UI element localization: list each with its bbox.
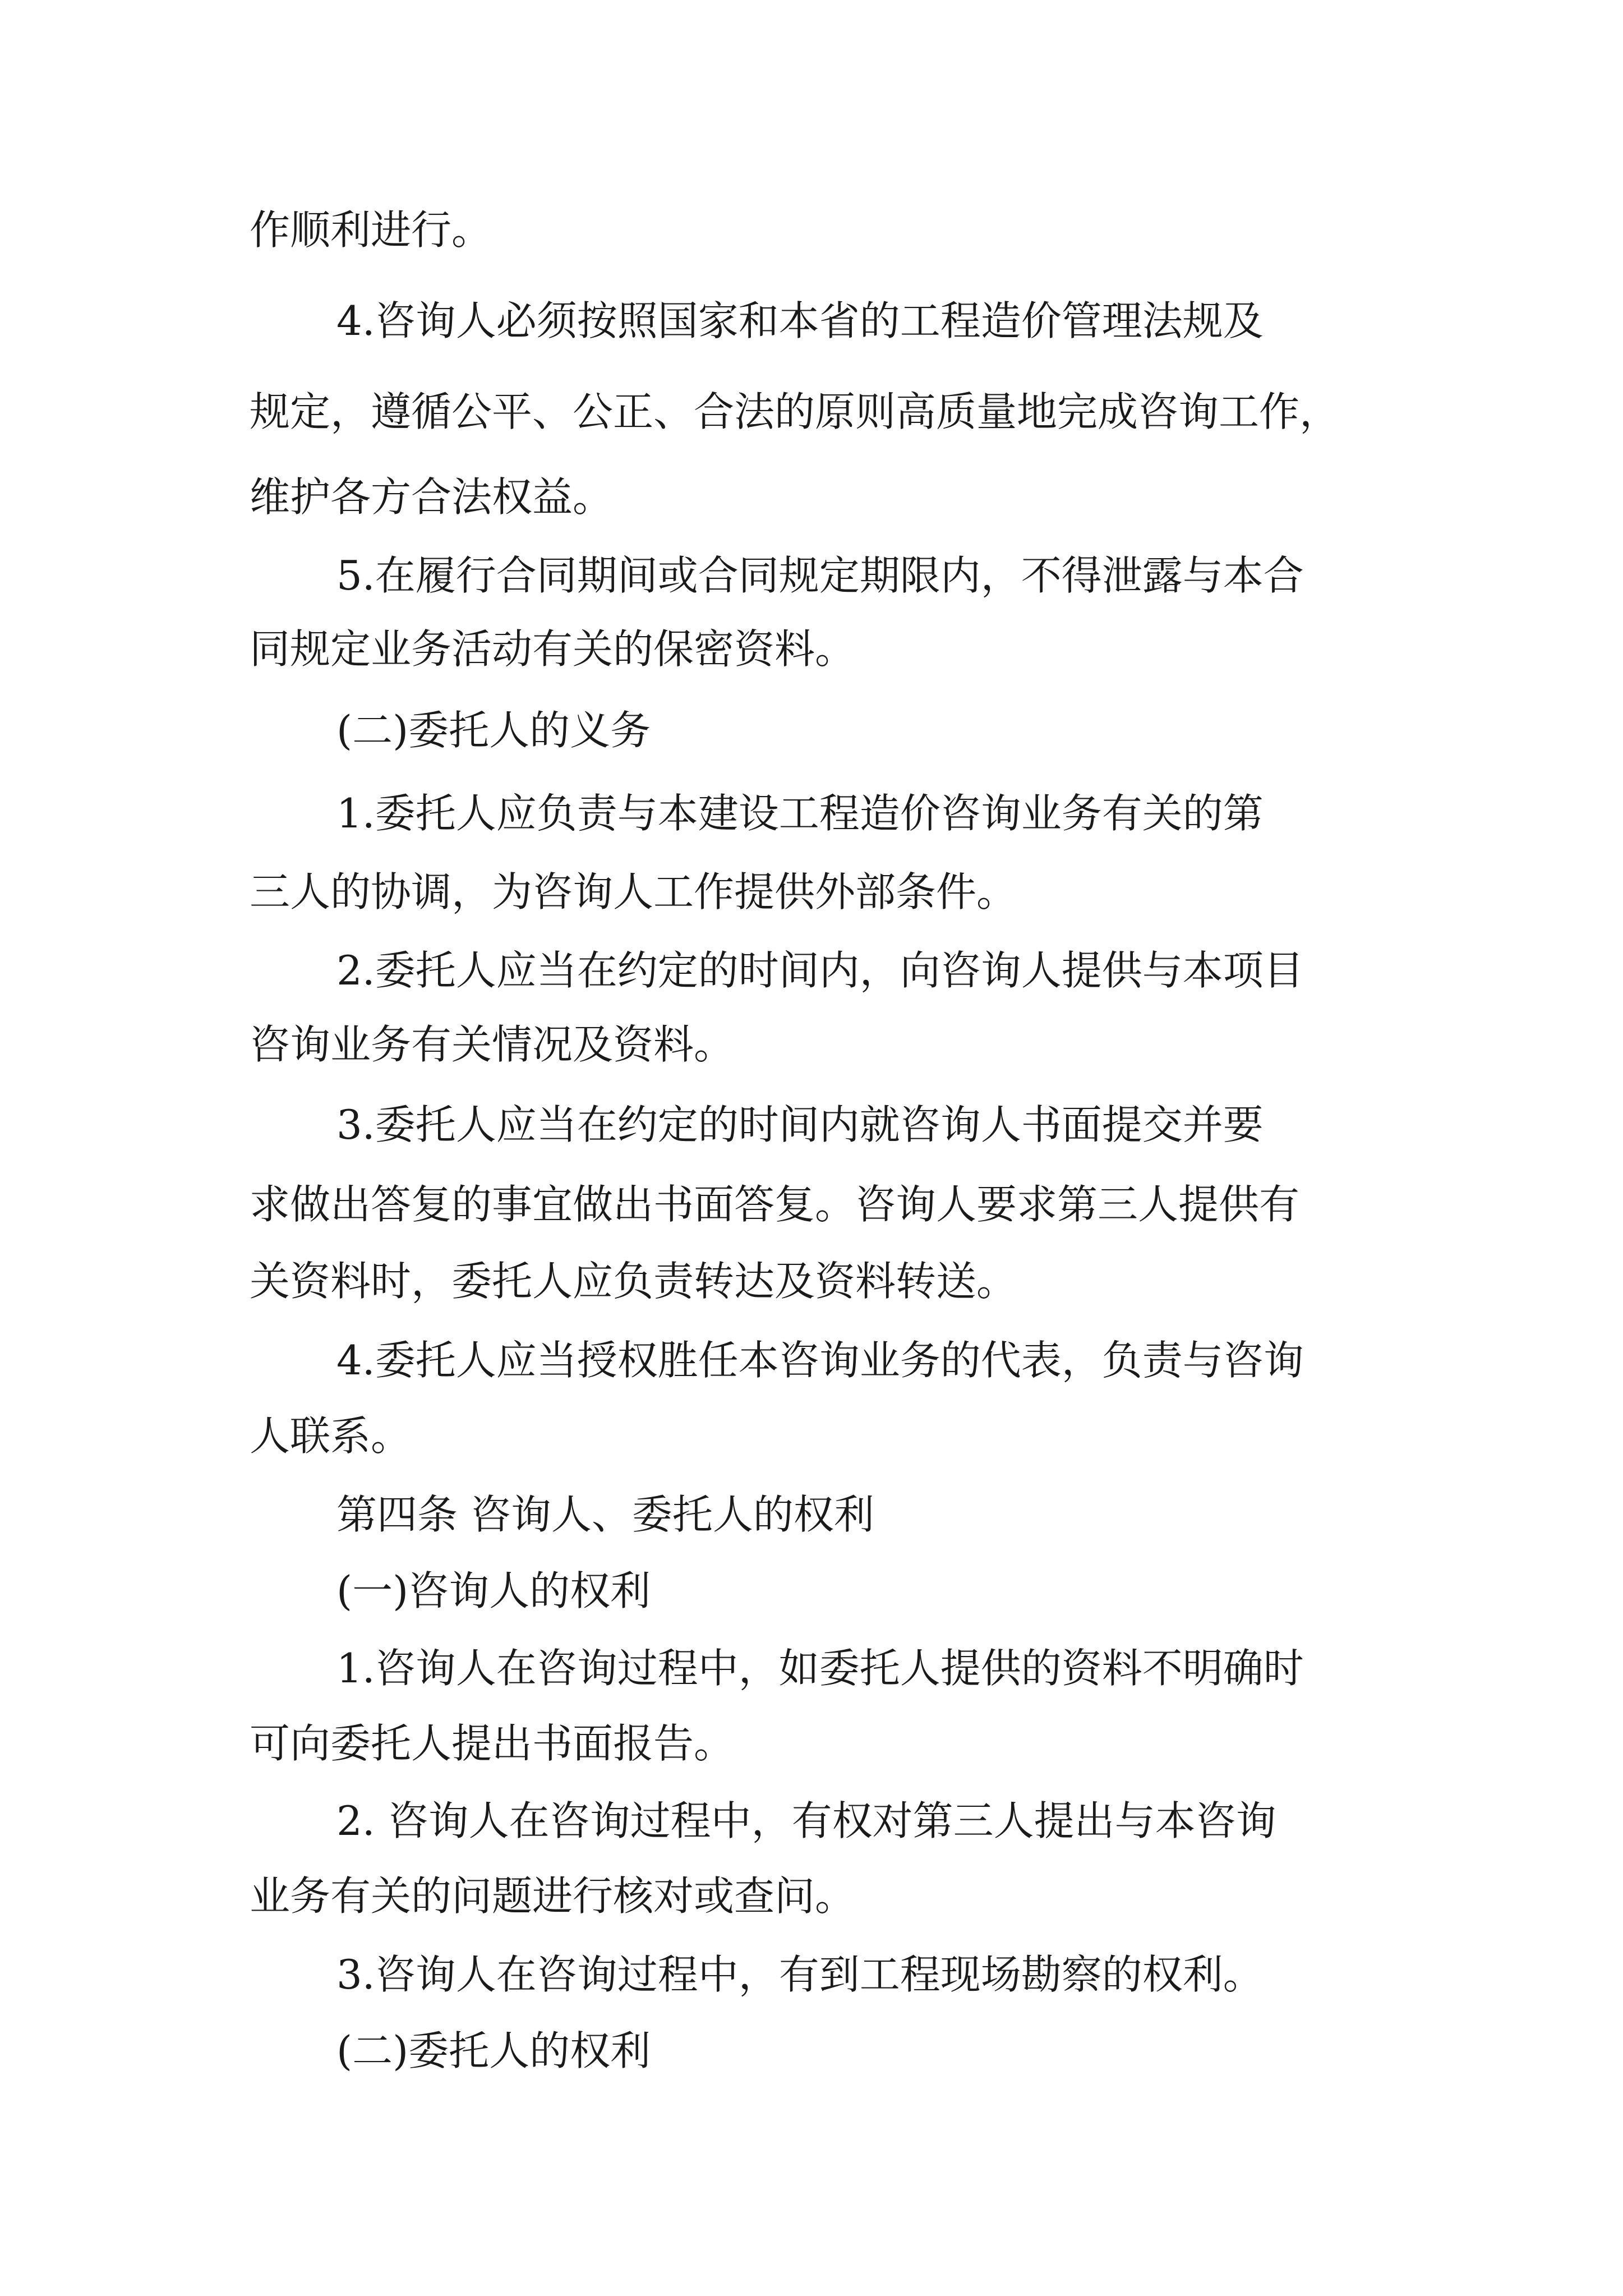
text-line: 4.委托人应当授权胜任本咨询业务的代表，负责与咨询 bbox=[336, 1337, 1304, 1384]
text-line: 三人的协调，为咨询人工作提供外部条件。 bbox=[250, 868, 1017, 915]
text-line: 3.委托人应当在约定的时间内就咨询人书面提交并要 bbox=[336, 1101, 1264, 1148]
text-line: 维护各方合法权益。 bbox=[250, 473, 614, 521]
text-line: 业务有关的问题进行核对或查问。 bbox=[250, 1872, 856, 1920]
text-line: 人联系。 bbox=[250, 1412, 412, 1460]
text-line: 3.咨询人在咨询过程中，有到工程现场勘察的权利。 bbox=[336, 1951, 1264, 1998]
text-line: 求做出答复的事宜做出书面答复。咨询人要求第三人提供有 bbox=[250, 1181, 1300, 1228]
text-line: 5.在履行合同期间或合同规定期限内，不得泄露与本合 bbox=[336, 552, 1304, 599]
text-line: 咨询业务有关情况及资料。 bbox=[250, 1021, 735, 1068]
text-line: 1.委托人应负责与本建设工程造价咨询业务有关的第 bbox=[336, 790, 1264, 837]
text-line: 规定，遵循公平、公正、合法的原则高质量地完成咨询工作， bbox=[250, 388, 1340, 435]
text-line: 关资料时，委托人应负责转达及资料转送。 bbox=[250, 1258, 1017, 1305]
text-line: 同规定业务活动有关的保密资料。 bbox=[250, 625, 856, 673]
text-line: 2. 咨询人在咨询过程中，有权对第三人提出与本咨询 bbox=[336, 1797, 1276, 1844]
section-heading: (二)委托人的权利 bbox=[336, 2027, 651, 2074]
section-heading: (一)咨询人的权利 bbox=[336, 1567, 651, 1614]
text-line: 可向委托人提出书面报告。 bbox=[250, 1720, 735, 1767]
text-line: 2.委托人应当在约定的时间内，向咨询人提供与本项目 bbox=[336, 947, 1304, 994]
text-line: 4.咨询人必须按照国家和本省的工程造价管理法规及 bbox=[336, 297, 1264, 344]
article-heading: 第四条 咨询人、委托人的权利 bbox=[336, 1491, 874, 1538]
text-line: 作顺利进行。 bbox=[250, 206, 492, 254]
text-line: 1.咨询人在咨询过程中，如委托人提供的资料不明确时 bbox=[336, 1645, 1304, 1692]
section-heading: (二)委托人的义务 bbox=[336, 707, 651, 754]
